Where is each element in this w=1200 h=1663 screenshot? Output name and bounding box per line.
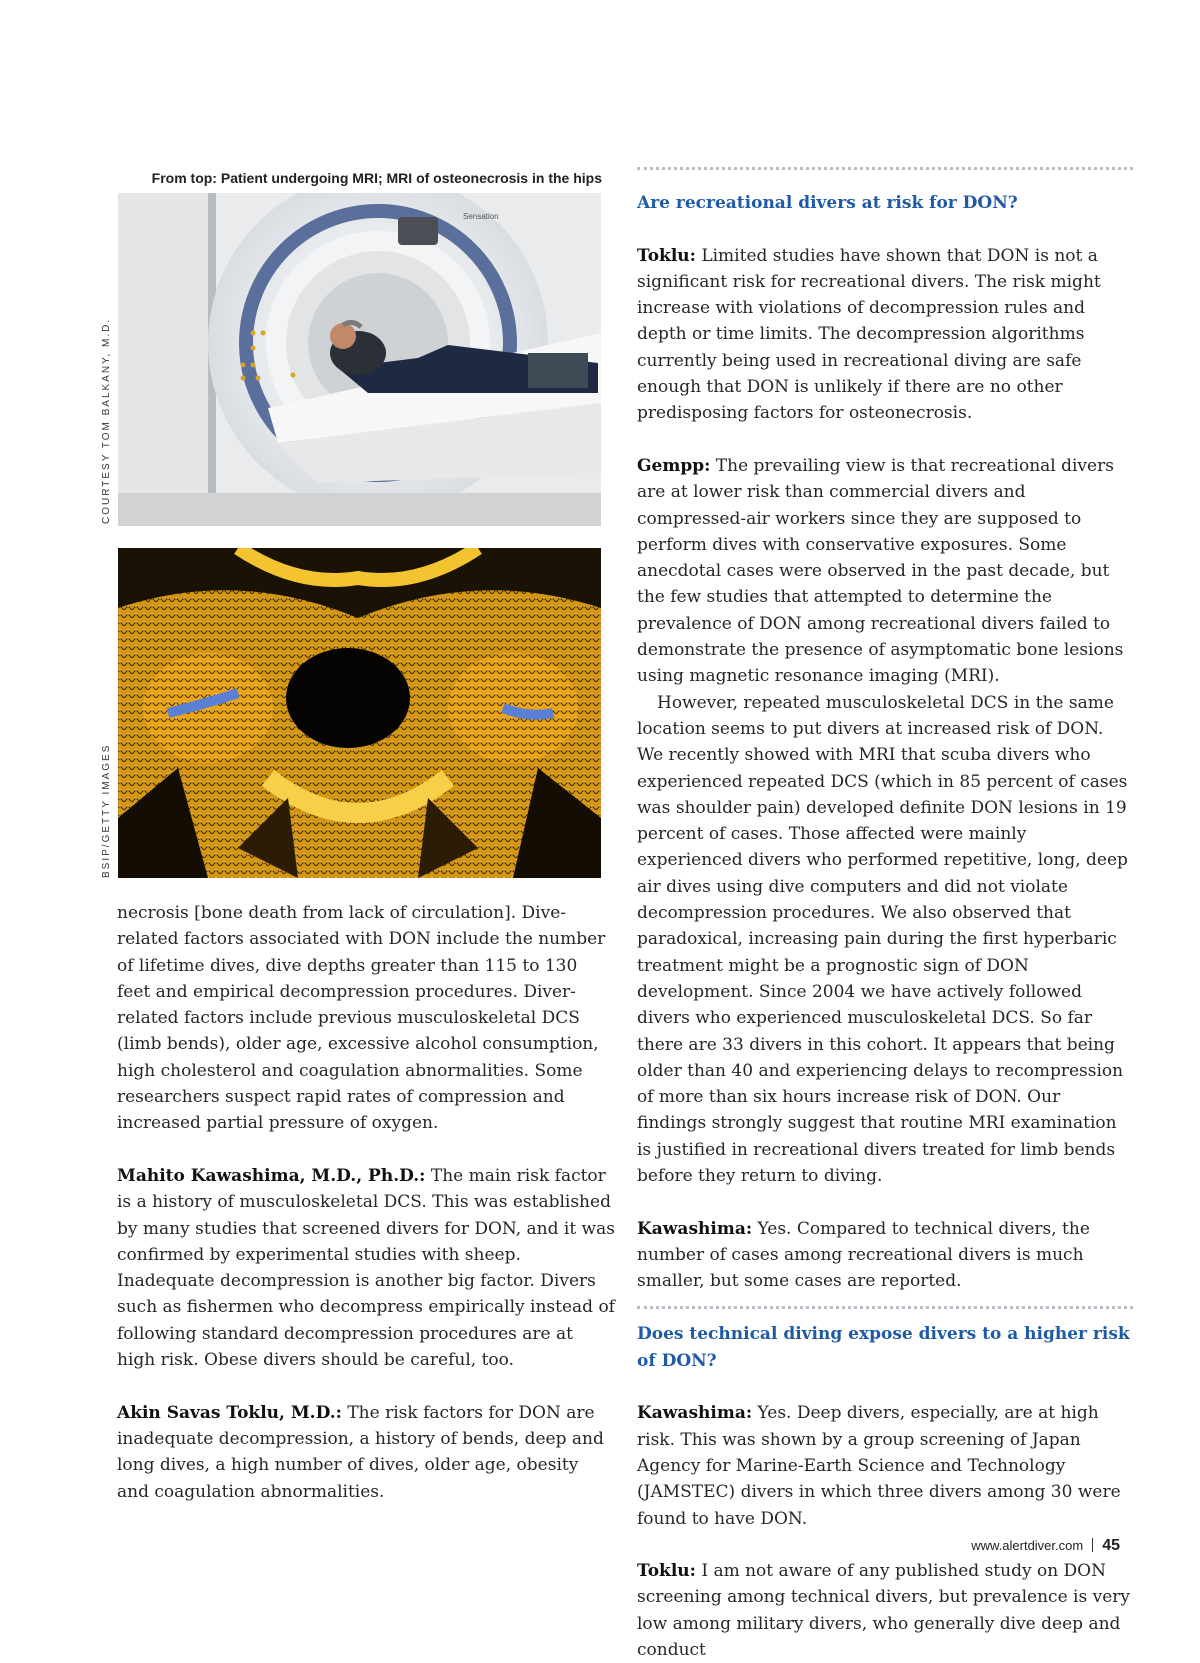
- mri-hips-image: [118, 548, 601, 878]
- answer-toklu-technical-text: I am not aware of any published study on DON screening among technical divers, but prevalence is very low among military divers, who generally dive deep and conduct: [637, 1561, 1130, 1661]
- speaker-toklu: Akin Savas Toklu, M.D.:: [117, 1402, 342, 1423]
- toklu-text: The risk factors for DON are inadequate decompression, a history of bends, deep and long dives, a high number of dives, older age, obesity and coagulation abnormalities.: [117, 1402, 604, 1502]
- scanner-brand: Sensation: [463, 212, 499, 221]
- speaker-toklu-2: Toklu:: [637, 1561, 696, 1582]
- left-column: [117, 900, 615, 1505]
- answer-kawashima-text: Yes. Compared to technical divers, the number of cases among recreational divers is much smaller, but some cases are reported.: [637, 1218, 1090, 1292]
- answer-toklu-text: Limited studies have shown that DON is not a significant risk for recreational divers. The risk might increase with violations of decompression rules and depth or time limits. The decompression algorithms currently being used in recreational diving are safe enough that DON is unlikely if there are no other predisposing factors for osteonecrosis.: [637, 245, 1101, 424]
- answer-kawashima: [637, 1216, 1133, 1295]
- section-divider-2: [637, 1306, 1133, 1309]
- kawashima-text: The main risk factor is a history of musculoskeletal DCS. This was established by many studies that screened divers for DON, and it was confirmed by experimental studies with sheep. Inadequate decompression is another big factor. Divers such as fishermen who decompress empirically instead of following standard decompression procedures are at high risk. Obese divers should be careful, too.: [117, 1165, 615, 1371]
- paragraph-intro: necrosis [bone death from lack of circulation]. Dive-related factors associated with DON include the number of lifetime dives, dive depths greater than 115 to 130 feet and empirical decompression procedures. Diver-related factors include previous musculoskeletal DCS (limb bends), older age, excessive alcohol consumption, high cholesterol and coagulation abnormalities. Some researchers suspect rapid rates of compression and increased partial pressure of oxygen.: [117, 903, 606, 1134]
- page-number: 45: [1102, 1537, 1120, 1554]
- speaker-toklu-1: Toklu:: [637, 245, 696, 266]
- answer-gempp: [637, 453, 1133, 690]
- paragraph-toklu: [117, 1400, 615, 1505]
- answer-toklu-technical: [637, 1558, 1133, 1663]
- speaker-gempp: Gempp:: [637, 455, 711, 476]
- figure-caption: From top: Patient undergoing MRI; MRI of osteonecrosis in the hips: [151, 170, 602, 186]
- photo-credit-top: COURTESY TOM BALKANY, M.D.: [101, 317, 112, 524]
- mri-scanner-photo: [118, 193, 601, 526]
- answer-toklu: [637, 243, 1133, 427]
- question-technical: Does technical diving expose divers to a higher risk of DON?: [637, 1324, 1130, 1371]
- photo-credit-bottom: BSIP/GETTY IMAGES: [101, 743, 112, 878]
- speaker-kawashima-1: Kawashima:: [637, 1218, 753, 1239]
- answer-gempp-text: The prevailing view is that recreational divers are at lower risk than commercial divers and compressed-air workers since they are supposed to perform dives with conservative exposures. Some anecdotal cases were observed in the past decade, but the few studies that attempted to determine the prevalence of DON among recreational divers failed to demonstrate the presence of asymptomatic bone lesions using magnetic resonance imaging (MRI).: [637, 455, 1124, 687]
- footer-url[interactable]: www.alertdiver.com: [971, 1538, 1084, 1553]
- answer-kawashima-technical: [637, 1400, 1133, 1531]
- paragraph-kawashima: [117, 1163, 615, 1373]
- page-footer: [971, 1537, 1120, 1555]
- right-column: [637, 167, 1133, 1663]
- section-divider: [637, 167, 1133, 170]
- question-recreational: Are recreational divers at risk for DON?: [637, 193, 1018, 213]
- speaker-kawashima-2: Kawashima:: [637, 1403, 753, 1424]
- answer-kawashima-technical-text: Yes. Deep divers, especially, are at high risk. This was shown by a group screening of Japan Agency for Marine-Earth Science and Technology (JAMSTEC) divers in which three divers among 30 were found to have DON.: [637, 1403, 1121, 1529]
- speaker-kawashima: Mahito Kawashima, M.D., Ph.D.:: [117, 1165, 426, 1186]
- answer-gempp-continued: However, repeated musculoskeletal DCS in the same location seems to put divers at increased risk of DON. We recently showed with MRI that scuba divers who experienced repeated DCS (which in 85 percent of cases was shoulder pain) developed definite DON lesions in 19 percent of cases. Those affected were mainly experienced divers who performed repetitive, long, deep air dives using dive computers and did not violate decompression procedures. We also observed that paradoxical, increasing pain during the first hyperbaric treatment might be a prognostic sign of DON development. Since 2004 we have actively followed divers who experienced musculoskeletal DCS. So far there are 33 divers in this cohort. It appears that being older than 40 and experiencing delays to recompression of more than six hours increase risk of DON. Our findings strongly suggest that routine MRI examination is justified in recreational divers treated for limb bends before they return to diving.: [637, 692, 1128, 1186]
- footer-separator: [1092, 1538, 1093, 1552]
